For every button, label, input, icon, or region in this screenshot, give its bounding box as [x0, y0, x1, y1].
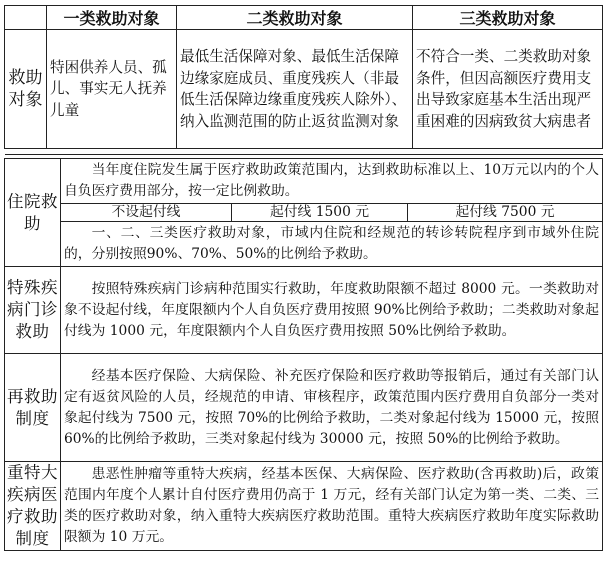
inpatient-intro-row — [5, 159, 603, 204]
inpatient-threshold-row — [5, 204, 603, 222]
outpatient-row — [5, 267, 603, 354]
target-groups-header-row — [5, 6, 603, 30]
inpatient-detail-text: 一、二、三类医疗救助对象，市域内住院和经规范的转诊转院程序到市域外住院的，分别按照90%、70%、50%的比例给予救助。 — [61, 222, 603, 267]
header-class2: 二类救助对象 — [177, 6, 413, 30]
header-class3: 三类救助对象 — [413, 6, 603, 30]
major-disease-text: 患恶性肿瘤等重特大疾病，经基本医保、大病保险、医疗救助(含再救助)后，政策范围内年度个人累计自付医疗费用仍高于 1 万元，经有关部门认定为第一类、二类、三类的医疗救助对象，纳入重特大疾病医疗救助范围。重特大疾病医疗救助年度实际救助限额为 10 万元。 — [61, 462, 603, 551]
inpatient-intro-text: 当年度住院发生属于医疗救助政策范围内，达到救助标准以上、10万元以内的个人自负医疗费用部分，按一定比例救助。 — [61, 159, 603, 204]
header-class1: 一类救助对象 — [47, 6, 177, 30]
target-groups-row — [5, 30, 603, 149]
outpatient-label: 特殊疾病门诊救助 — [5, 267, 61, 354]
assistance-policy-table — [4, 154, 603, 551]
threshold-class1: 不设起付线 — [61, 204, 232, 222]
header-empty-cell — [5, 6, 47, 30]
outpatient-text: 按照特殊疾病门诊病种范围实行救助，年度救助限额不超过 8000 元。一类救助对象不设起付线，年度限额内个人自负医疗费用按照 90%比例给予救助；二类救助对象起付线为 1000 元，年度限额内个人自负医疗费用按照 50%比例给予救助。 — [61, 267, 603, 354]
target-row-label: 救助对象 — [5, 30, 47, 149]
class2-target-cell: 最低生活保障对象、最低生活保障边缘家庭成员、重度残疾人（非最低生活保障边缘重度残疾人除外）、纳入监测范围的防止返贫监测对象 — [177, 30, 413, 149]
major-disease-row — [5, 462, 603, 551]
major-disease-label: 重特大疾病医疗救助制度 — [5, 462, 61, 551]
class3-target-cell: 不符合一类、二类救助对象条件，但因高额医疗费用支出导致家庭基本生活出现严重困难的因病致贫大病患者 — [413, 30, 603, 149]
secondary-assistance-text: 经基本医疗保险、大病保险、补充医疗保险和医疗救助等报销后，通过有关部门认定有返贫风险的人员，经规范的申请、审核程序，政策范围内医疗费用自负部分一类对象起付线为 7500 元，按照 70%的比例给予救助，二类对象起付线为 15000 元，按照 60%的比例给予救助，三类对象起付线为 30000 元，按照 50%的比例给予救助。 — [61, 354, 603, 462]
inpatient-detail-row — [5, 222, 603, 267]
threshold-class3: 起付线 7500 元 — [408, 204, 603, 222]
threshold-class2: 起付线 1500 元 — [232, 204, 408, 222]
inpatient-label: 住院救助 — [5, 159, 61, 267]
secondary-assistance-row — [5, 354, 603, 462]
target-groups-table — [4, 5, 603, 149]
class1-target-cell: 特困供养人员、孤儿、事实无人抚养儿童 — [47, 30, 177, 149]
secondary-assistance-label: 再救助制度 — [5, 354, 61, 462]
